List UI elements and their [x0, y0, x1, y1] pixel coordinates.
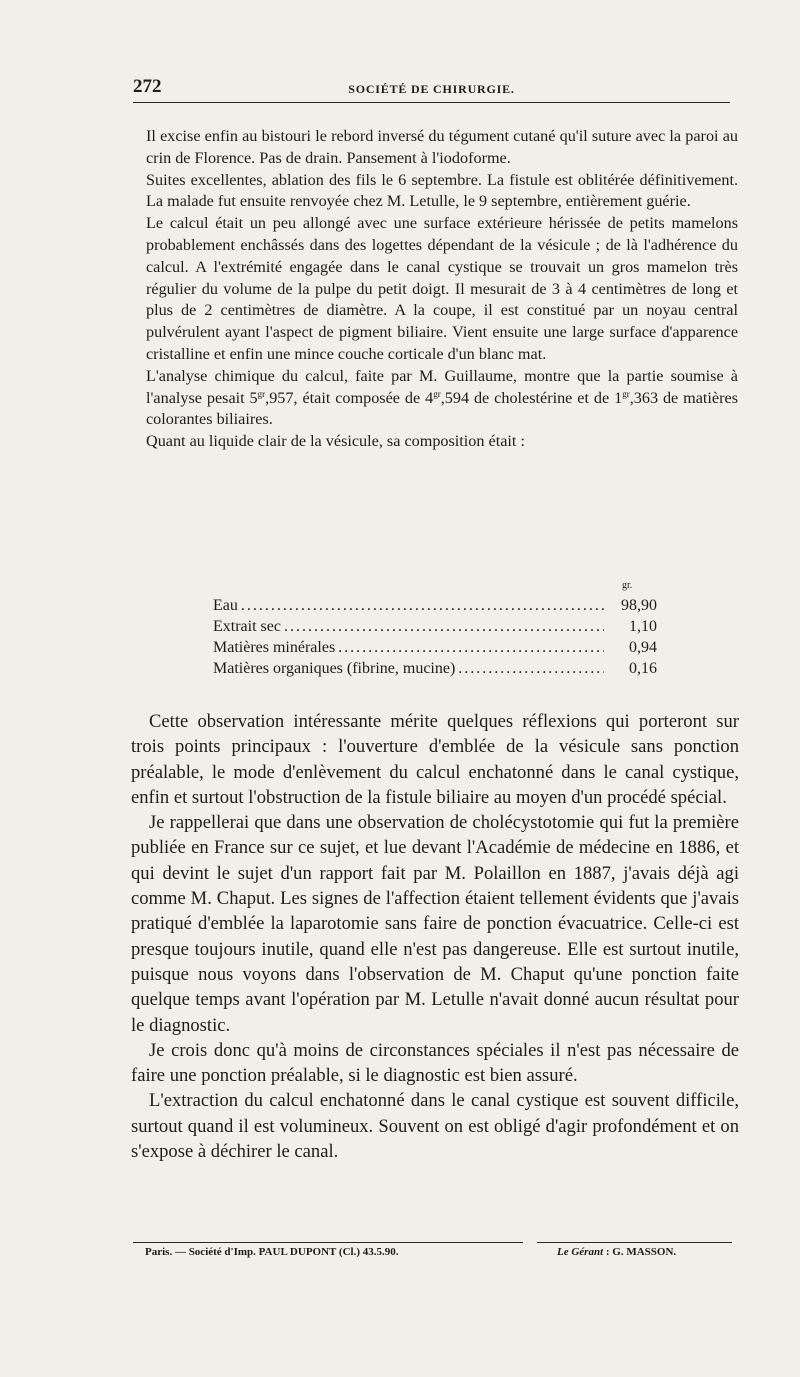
- paragraph: Je crois donc qu'à moins de circonstances spéciales il n'est pas nécessaire de faire une ponction préalable, si le diagnostic est bien assuré.: [131, 1039, 739, 1087]
- paragraph: Il excise enfin au bistouri le rebord inversé du tégument cutané qu'il suture avec la paroi au crin de Florence. Pas de drain. Pansement à l'iodoforme.: [146, 127, 738, 167]
- page-number: 272: [133, 76, 162, 97]
- page-header: [133, 76, 730, 103]
- observation-text: [146, 126, 738, 453]
- leader-dots: [284, 616, 604, 637]
- footer-rule: [537, 1242, 732, 1243]
- unit-label: gr.: [622, 580, 633, 591]
- paragraph: L'extraction du calcul enchatonné dans le canal cystique est souvent difficile, surtout quand il est volumineux. Souvent on est obligé d'agir profondément et on s'expose à déchirer le canal.: [131, 1090, 739, 1163]
- gerant-line: Le Gérant : G. MASSON.: [557, 1246, 677, 1258]
- table-row: Eau ..... 98,90: [213, 595, 657, 616]
- paragraph: Quant au liquide clair de la vésicule, sa composition était :: [146, 432, 525, 451]
- leader-dots: [458, 658, 604, 679]
- leader-dots: [241, 595, 604, 616]
- footer-rule: [133, 1242, 523, 1243]
- table-row: Matières minérales ..... 0,94: [213, 637, 657, 658]
- commentary-text: [131, 709, 739, 1164]
- leader-dots: [338, 637, 604, 658]
- paragraph: Le calcul était un peu allongé avec une surface extérieure hérissée de petits mamelons probablement enchâssés dans des logettes dépendant de la vésicule ; de là l'adhérence du calcul. A l'extrémité engagée dans le canal cystique se trouvait un gros mamelon très régulier du volume de la pulpe du petit doigt. Il mesurait de 3 à 4 centimètres de long et plus de 2 centimètres de diamètre. A la coupe, il est constitué par un noyau central pulvérulent ayant l'aspect de pigment biliaire. Vient ensuite une large surface d'apparence cristalline et enfin une mince couche corticale d'un blanc mat.: [146, 214, 738, 363]
- printer-imprint: Paris. — Société d'Imp. PAUL DUPONT (Cl.) 43.5.90.: [145, 1246, 399, 1258]
- table-row: Matières organiques (fibrine, mucine) ..... 0,16: [213, 658, 657, 679]
- paragraph: Je rappellerai que dans une observation de cholécystotomie qui fut la première publiée en France sur ce sujet, et lue devant l'Académie de médecine en 1886, et qui devint le sujet d'un rapport fait par M. Polaillon en 1887, j'avais déjà agi comme M. Chaput. Les signes de l'affection étaient tellement évidents que j'avais pratiqué d'emblée la laparotomie sans faire de ponction évacuatrice. Celle-ci est presque toujours inutile, quand elle n'est pas dangereuse. Elle est surtout inutile, puisque nous voyons dans l'observation de M. Chaput qu'une ponction faite quelque temps avant l'opération par M. Letulle n'avait donné aucun résultat pour le diagnostic.: [131, 812, 739, 1036]
- composition-table: [213, 595, 657, 679]
- table-row: Extrait sec ..... 1,10: [213, 616, 657, 637]
- paragraph: Cette observation intéressante mérite quelques réflexions qui porteront sur trois points principaux : l'ouverture d'emblée de la vésicule sans ponction préalable, le mode d'enlèvement du calcul enchatonné dans le canal cystique, enfin et surtout l'obstruction de la fistule biliaire au moyen d'un procédé spécial.: [131, 711, 739, 808]
- analysis-paragraph: L'analyse chimique du calcul, faite par M. Guillaume, montre que la partie soumise à l'analyse pesait $5^{gr},957$, était composée de $4^{gr},594$ de cholestérine et de $1^{gr},363$ de matières colorantes biliaires.: [146, 366, 738, 429]
- running-title: SOCIÉTÉ DE CHIRURGIE.: [348, 82, 515, 96]
- paragraph: Suites excellentes, ablation des fils le 6 septembre. La fistule est oblitérée définitivement. La malade fut ensuite renvoyée chez M. Letulle, le 9 septembre, entièrement guérie.: [146, 170, 738, 211]
